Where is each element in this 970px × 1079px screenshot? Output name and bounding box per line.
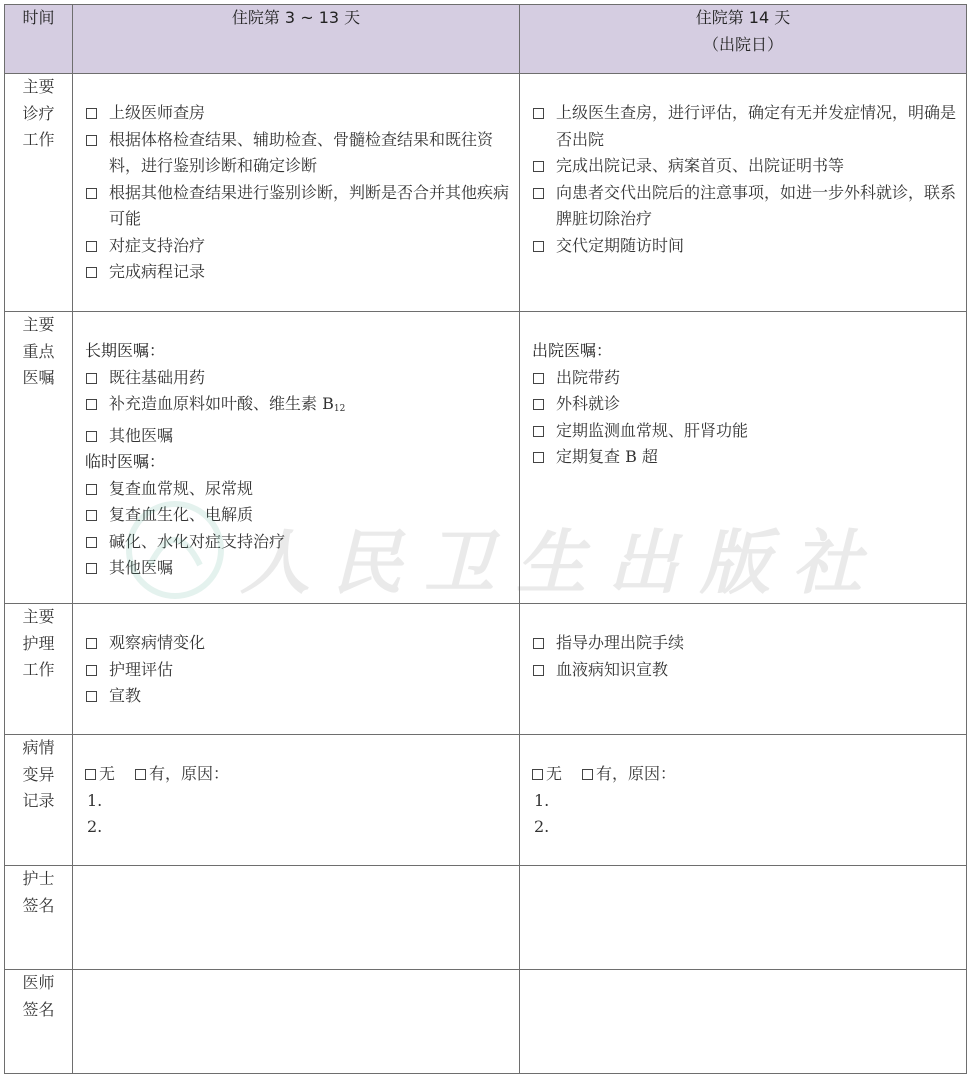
reason-line-1[interactable]: 1.	[87, 790, 103, 810]
row-nursing-work	[5, 604, 967, 735]
checkbox-icon[interactable]	[86, 241, 97, 252]
option-none[interactable]: 无	[546, 764, 563, 783]
checkbox-icon[interactable]	[86, 665, 97, 676]
long-term-orders-title: 长期医嘱：	[85, 341, 166, 360]
vitamin-subscript: 12	[333, 404, 346, 414]
checkbox-icon[interactable]	[86, 135, 97, 146]
row-doctor-signature	[5, 970, 967, 1074]
option-yes[interactable]: 有，原因：	[596, 764, 677, 783]
clinical-pathway-table	[4, 4, 967, 1074]
checkbox-icon[interactable]	[86, 510, 97, 521]
checklist-item[interactable]: 复查血生化、电解质	[85, 502, 509, 529]
diagnosis-left	[73, 74, 520, 312]
checkbox-icon[interactable]	[86, 431, 97, 442]
checklist-item[interactable]: 碱化、水化对症支持治疗	[85, 529, 509, 556]
reason-line-2[interactable]: 2.	[534, 817, 550, 836]
checkbox-icon[interactable]	[86, 108, 97, 119]
checkbox-icon[interactable]	[533, 665, 544, 676]
checkbox-icon[interactable]	[86, 691, 97, 702]
checkbox-icon[interactable]	[86, 537, 97, 548]
checkbox-icon[interactable]	[86, 373, 97, 384]
checklist-item[interactable]: 补充造血原料如叶酸、维生素 $B_{12}$	[85, 391, 509, 423]
checklist-item[interactable]: 出院带药	[532, 365, 956, 392]
checklist-item[interactable]: 上级医生查房，进行评估，确定有无并发症情况，明确是否出院	[532, 100, 956, 153]
checkbox-icon[interactable]	[86, 563, 97, 574]
checklist-item[interactable]: 复查血常规、尿常规	[85, 476, 509, 503]
nursing-right	[520, 604, 967, 735]
checklist-item[interactable]: 定期复查 B 超	[532, 444, 956, 471]
orders-right	[520, 312, 967, 604]
checklist-item[interactable]: 其他医嘱	[85, 423, 509, 450]
checkbox-icon[interactable]	[86, 484, 97, 495]
row-label-nursing: 主要 护理 工作	[5, 604, 73, 735]
checklist-item[interactable]: 宣教	[85, 683, 509, 710]
option-none[interactable]: 无	[99, 764, 116, 783]
checklist-item[interactable]: 向患者交代出院后的注意事项，如进一步外科就诊，联系脾脏切除治疗	[532, 180, 956, 233]
reason-line-2[interactable]: 2.	[87, 817, 103, 836]
header-row	[5, 5, 967, 74]
nurse-signature-right[interactable]	[520, 866, 967, 970]
row-label-doctor-signature: 医师 签名	[5, 970, 73, 1074]
row-key-orders	[5, 312, 967, 604]
header-discharge-day: （出院日）	[702, 34, 783, 54]
checklist-item[interactable]: 上级医师查房	[85, 100, 509, 127]
nursing-left	[73, 604, 520, 735]
nurse-signature-left[interactable]	[73, 866, 520, 970]
checklist-item[interactable]: 完成病程记录	[85, 259, 509, 286]
row-diagnosis-work	[5, 74, 967, 312]
header-day-3-13: 住院第 3 ~ 13 天	[73, 5, 520, 74]
checklist-item[interactable]: 观察病情变化	[85, 630, 509, 657]
checklist-item[interactable]: 完成出院记录、病案首页、出院证明书等	[532, 153, 956, 180]
checkbox-icon[interactable]	[85, 769, 96, 780]
row-label-orders: 主要 重点 医嘱	[5, 312, 73, 604]
checkbox-icon[interactable]	[135, 769, 146, 780]
checklist-item[interactable]: 定期监测血常规、肝肾功能	[532, 418, 956, 445]
checkbox-icon[interactable]	[582, 769, 593, 780]
checkbox-icon[interactable]	[533, 161, 544, 172]
checkbox-icon[interactable]	[86, 399, 97, 410]
checklist-item[interactable]: 交代定期随访时间	[532, 233, 956, 260]
doctor-signature-right[interactable]	[520, 970, 967, 1074]
variance-options	[532, 761, 956, 788]
row-label-nurse-signature: 护士 签名	[5, 866, 73, 970]
diagnosis-right	[520, 74, 967, 312]
checkbox-icon[interactable]	[533, 188, 544, 199]
variance-options	[85, 761, 509, 788]
row-label-variance: 病情 变异 记录	[5, 735, 73, 866]
checkbox-icon[interactable]	[86, 188, 97, 199]
checkbox-icon[interactable]	[532, 769, 543, 780]
doctor-signature-left[interactable]	[73, 970, 520, 1074]
discharge-orders-title: 出院医嘱：	[532, 341, 613, 360]
row-variance-record	[5, 735, 967, 866]
checkbox-icon[interactable]	[533, 452, 544, 463]
header-day-14-title: 住院第 14 天	[695, 8, 791, 27]
checkbox-icon[interactable]	[533, 108, 544, 119]
variance-left	[73, 735, 520, 866]
option-yes[interactable]: 有，原因：	[149, 764, 230, 783]
checklist-item[interactable]: 血液病知识宣教	[532, 657, 956, 684]
row-label-diagnosis: 主要 诊疗 工作	[5, 74, 73, 312]
watermark-text: 人民卫生出版社	[240, 521, 884, 604]
checklist-item[interactable]: 外科就诊	[532, 391, 956, 418]
checkbox-icon[interactable]	[86, 267, 97, 278]
checkbox-icon[interactable]	[533, 399, 544, 410]
checklist-item[interactable]: 护理评估	[85, 657, 509, 684]
header-day-14	[520, 5, 967, 74]
checkbox-icon[interactable]	[533, 241, 544, 252]
checklist-item[interactable]: 既往基础用药	[85, 365, 509, 392]
checkbox-icon[interactable]	[533, 426, 544, 437]
checklist-item[interactable]: 根据体格检查结果、辅助检查、骨髓检查结果和既往资料，进行鉴别诊断和确定诊断	[85, 127, 509, 180]
checklist-item[interactable]: 其他医嘱	[85, 555, 509, 582]
header-time: 时间	[5, 5, 73, 74]
checklist-item[interactable]: 根据其他检查结果进行鉴别诊断，判断是否合并其他疾病可能	[85, 180, 509, 233]
temporary-orders-title: 临时医嘱：	[85, 452, 166, 471]
checkbox-icon[interactable]	[533, 638, 544, 649]
reason-line-1[interactable]: 1.	[534, 790, 550, 810]
orders-left	[73, 312, 520, 604]
row-nurse-signature	[5, 866, 967, 970]
checkbox-icon[interactable]	[533, 373, 544, 384]
checkbox-icon[interactable]	[86, 638, 97, 649]
checklist-item[interactable]: 对症支持治疗	[85, 233, 509, 260]
checklist-item[interactable]: 指导办理出院手续	[532, 630, 956, 657]
variance-right	[520, 735, 967, 866]
